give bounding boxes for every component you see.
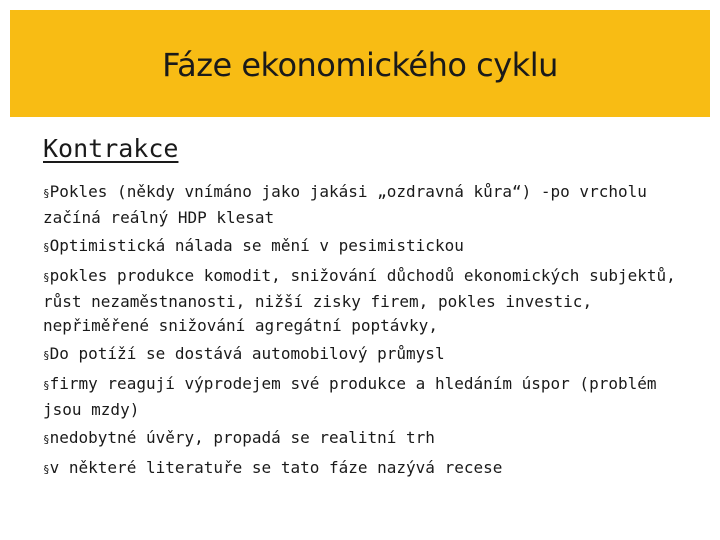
bullet-text: Do potíží se dostává automobilový průmysl	[49, 344, 445, 363]
bullet-marker: §	[43, 433, 50, 446]
bullet-item	[43, 426, 683, 452]
slide-title: Fáze ekonomického cyklu	[162, 45, 558, 84]
bullet-text: v některé literatuře se tato fáze nazývá recese	[49, 458, 503, 477]
bullet-marker: §	[43, 187, 50, 200]
bullet-item	[43, 264, 683, 338]
bullet-list	[43, 180, 683, 486]
bullet-item	[43, 456, 683, 482]
bullet-text: firmy reagují výprodejem své produkce a hledáním úspor (problém jsou mzdy)	[43, 374, 657, 419]
bullet-item	[43, 234, 683, 260]
bullet-text: nedobytné úvěry, propadá se realitní trh	[49, 428, 435, 447]
bullet-item	[43, 342, 683, 368]
bullet-text: pokles produkce komodit, snižování důchodů ekonomických subjektů, růst nezaměstnanosti, nižší zisky firem, pokles investic, nepřiměřené snižování agregátní poptávky,	[43, 266, 676, 335]
bullet-item	[43, 180, 683, 230]
bullet-marker: §	[43, 271, 50, 284]
bullet-marker: §	[43, 349, 50, 362]
bullet-item	[43, 372, 683, 422]
bullet-marker: §	[43, 463, 50, 476]
bullet-marker: §	[43, 379, 50, 392]
bullet-text: Pokles (někdy vnímáno jako jakási „ozdravná kůra“) -po vrcholu začíná reálný HDP klesat	[43, 182, 647, 227]
bullet-text: Optimistická nálada se mění v pesimistickou	[49, 236, 464, 255]
section-heading: Kontrakce	[43, 134, 179, 163]
bullet-marker: §	[43, 241, 50, 254]
title-band	[10, 10, 710, 117]
